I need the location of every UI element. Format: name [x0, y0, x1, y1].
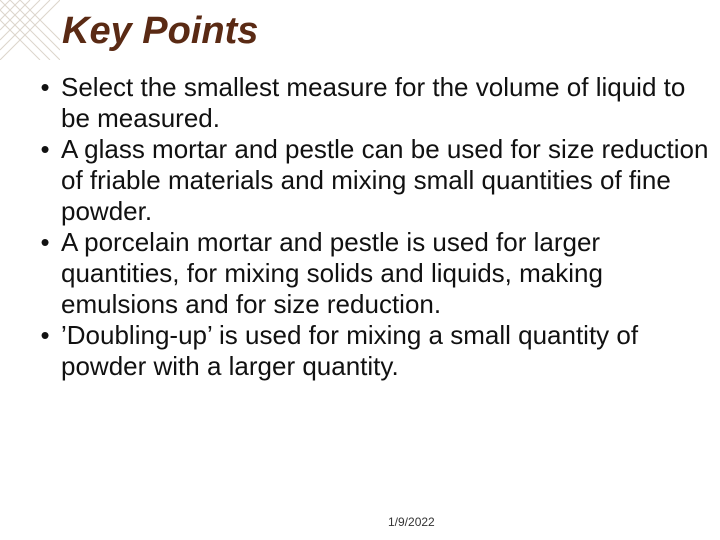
- bullet-marker: •: [40, 227, 50, 257]
- bullet-marker: •: [40, 320, 50, 350]
- bullet-item: [34, 320, 714, 382]
- bullet-item: [34, 227, 714, 320]
- bullet-item: [34, 72, 714, 134]
- bullet-text: Select the smallest measure for the volume of liquid to be measured.: [61, 72, 686, 133]
- bullet-marker: •: [40, 134, 50, 164]
- bullet-marker: •: [40, 72, 50, 102]
- slide-title: Key Points: [62, 10, 259, 52]
- bullet-text: A glass mortar and pestle can be used for size reduction of friable materials and mixing small quantities of fine powder.: [61, 134, 709, 226]
- bullet-text: A porcelain mortar and pestle is used for larger quantities, for mixing solids and liquids, making emulsions and for size reduction.: [61, 227, 603, 319]
- bullet-item: [34, 134, 714, 227]
- bullet-list: [34, 72, 714, 382]
- footer-date: 1/9/2022: [388, 515, 435, 529]
- corner-ornament: [0, 0, 60, 60]
- bullet-text: ’Doubling-up’ is used for mixing a small quantity of powder with a larger quantity.: [61, 320, 639, 381]
